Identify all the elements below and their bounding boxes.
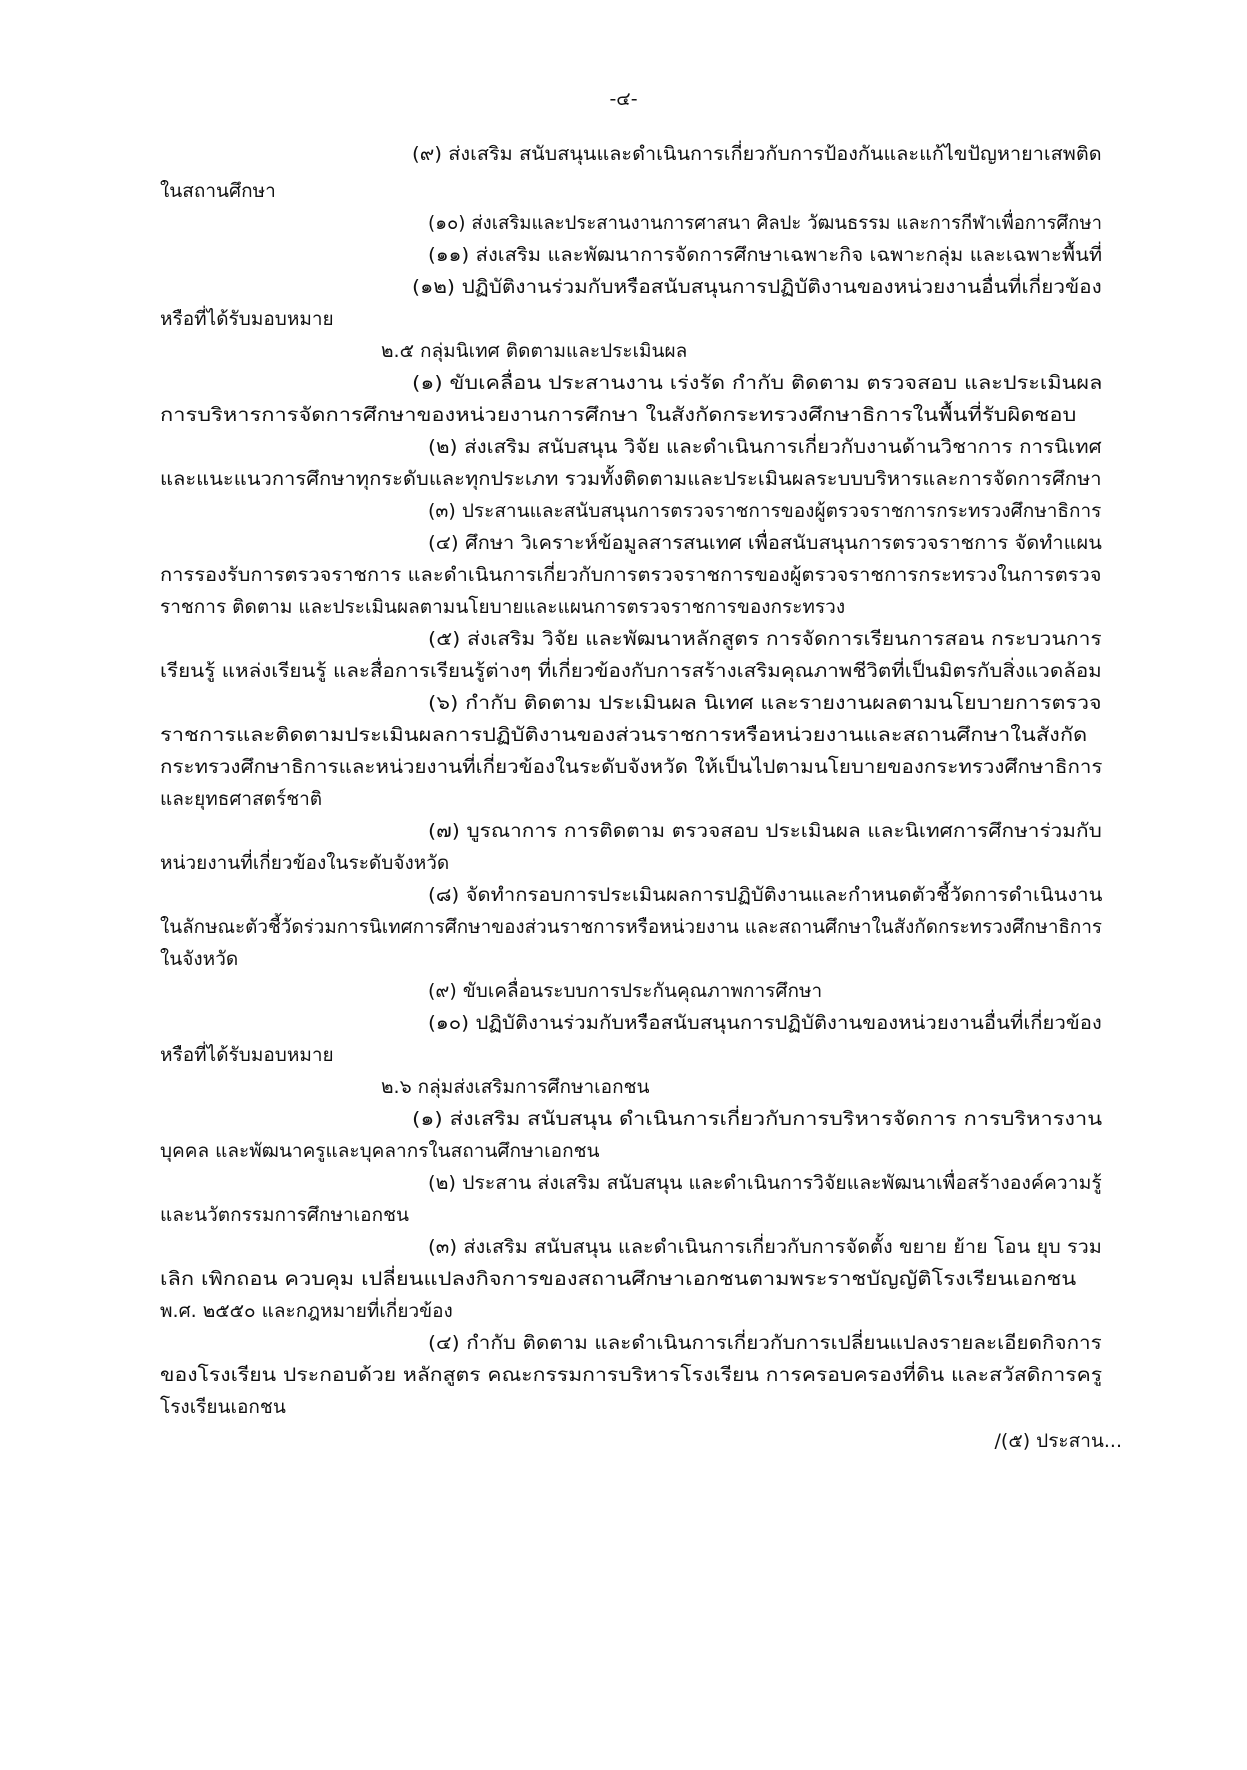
text-line: โรงเรียนเอกชน <box>160 1396 286 1418</box>
text-line: ราชการ ติดตาม และประเมินผลตามนโยบายและแผนการตรวจราชการของกระทรวง <box>160 596 846 618</box>
text-line: และแนะแนวการศึกษาทุกระดับและทุกประเภท รวมทั้งติดตามและประเมินผลระบบบริหารและการจัดการศึกษา <box>160 468 1102 490</box>
text-line: กระทรวงศึกษาธิการและหน่วยงานที่เกี่ยวข้องในระดับจังหวัด ให้เป็นไปตามนโยบายของกระทรวงศึกษาธิการ <box>160 756 1103 778</box>
text-line: (๑๐) ปฏิบัติงานร่วมกับหรือสนับสนุนการปฏิบัติงานของหน่วยงานอื่นที่เกี่ยวข้อง <box>428 1012 1102 1034</box>
text-line: บุคคล และพัฒนาครูและบุคลากรในสถานศึกษาเอกชน <box>160 1140 600 1162</box>
text-line: (๑) ส่งเสริม สนับสนุน ดำเนินการเกี่ยวกับการบริหารจัดการ การบริหารงาน <box>412 1108 1103 1130</box>
text-line: (๒) ประสาน ส่งเสริม สนับสนุน และดำเนินการวิจัยและพัฒนาเพื่อสร้างองค์ความรู้ <box>428 1172 1102 1194</box>
text-line: (๘) จัดทำกรอบการประเมินผลการปฏิบัติงานและกำหนดตัวชี้วัดการดำเนินงาน <box>428 884 1103 906</box>
text-line: (๙) ส่งเสริม สนับสนุนและดำเนินการเกี่ยวกับการป้องกันและแก้ไขปัญหายาเสพติด <box>412 143 1102 165</box>
text-line: (๑๒) ปฏิบัติงานร่วมกับหรือสนับสนุนการปฏิบัติงานของหน่วยงานอื่นที่เกี่ยวข้อง <box>412 276 1102 298</box>
text-line: หรือที่ได้รับมอบหมาย <box>160 308 334 330</box>
text-line: เลิก เพิกถอน ควบคุม เปลี่ยนแปลงกิจการของสถานศึกษาเอกชนตามพระราชบัญญัติโรงเรียนเอกชน <box>160 1268 1077 1290</box>
text-line: (๑๐) ส่งเสริมและประสานงานการศาสนา ศิลปะ วัฒนธรรม และการกีฬาเพื่อการศึกษา <box>428 212 1102 234</box>
text-line: หรือที่ได้รับมอบหมาย <box>160 1044 334 1066</box>
text-line: การรองรับการตรวจราชการ และดำเนินการเกี่ยวกับการตรวจราชการของผู้ตรวจราชการกระทรวงในการตรวจ <box>160 564 1102 586</box>
text-line: หน่วยงานที่เกี่ยวข้องในระดับจังหวัด <box>160 852 450 874</box>
text-line: และนวัตกรรมการศึกษาเอกชน <box>160 1204 409 1226</box>
text-line: (๓) ประสานและสนับสนุนการตรวจราชการของผู้ตรวจราชการกระทรวงศึกษาธิการ <box>428 500 1102 522</box>
text-line: ๒.๕ กลุ่มนิเทศ ติดตามและประเมินผล <box>381 340 688 362</box>
text-line: ๒.๖ กลุ่มส่งเสริมการศึกษาเอกชน <box>381 1076 650 1098</box>
text-line: ในจังหวัด <box>160 948 239 970</box>
text-line: (๖) กำกับ ติดตาม ประเมินผล นิเทศ และรายงานผลตามนโยบายการตรวจ <box>428 692 1102 714</box>
text-line: (๓) ส่งเสริม สนับสนุน และดำเนินการเกี่ยวกับการจัดตั้ง ขยาย ย้าย โอน ยุบ รวม <box>428 1236 1102 1258</box>
text-line: ราชการและติดตามประเมินผลการปฏิบัติงานของส่วนราชการหรือหน่วยงานและสถานศึกษาในสังกัด <box>160 724 1088 746</box>
text-line: ของโรงเรียน ประกอบด้วย หลักสูตร คณะกรรมการบริหารโรงเรียน การครอบครองที่ดิน และสวัสดิการครู <box>160 1364 1103 1386</box>
text-line: การบริหารการจัดการศึกษาของหน่วยงานการศึกษา ในสังกัดกระทรวงศึกษาธิการในพื้นที่รับผิดชอบ <box>160 404 1077 426</box>
text-line: (๕) ส่งเสริม วิจัย และพัฒนาหลักสูตร การจัดการเรียนการสอน กระบวนการ <box>428 628 1102 650</box>
text-line: (๗) บูรณาการ การติดตาม ตรวจสอบ ประเมินผล และนิเทศการศึกษาร่วมกับ <box>428 820 1102 842</box>
text-line: (๔) ศึกษา วิเคราะห์ข้อมูลสารสนเทศ เพื่อสนับสนุนการตรวจราชการ จัดทำแผน <box>428 532 1102 554</box>
text-line: (๑๑) ส่งเสริม และพัฒนาการจัดการศึกษาเฉพาะกิจ เฉพาะกลุ่ม และเฉพาะพื้นที่ <box>428 244 1103 266</box>
page-number: -๔- <box>609 88 638 110</box>
text-line: พ.ศ. ๒๕๕๐ และกฎหมายที่เกี่ยวข้อง <box>160 1300 453 1322</box>
text-line: และยุทธศาสตร์ชาติ <box>160 788 323 810</box>
text-line: เรียนรู้ แหล่งเรียนรู้ และสื่อการเรียนรู้ต่างๆ ที่เกี่ยวข้องกับการสร้างเสริมคุณภาพชีวิตที่เป็นมิตรกับสิ่งแวดล้อม <box>160 660 1102 682</box>
text-line: ในลักษณะตัวชี้วัดร่วมการนิเทศการศึกษาของส่วนราชการหรือหน่วยงาน และสถานศึกษาในสังกัดกระทรวงศึกษาธิการ <box>160 916 1103 938</box>
text-line: (๔) กำกับ ติดตาม และดำเนินการเกี่ยวกับการเปลี่ยนแปลงรายละเอียดกิจการ <box>428 1332 1102 1354</box>
continuation-note: /(๕) ประสาน... <box>994 1430 1122 1452</box>
text-line: (๒) ส่งเสริม สนับสนุน วิจัย และดำเนินการเกี่ยวกับงานด้านวิชาการ การนิเทศ <box>428 436 1102 458</box>
text-line: (๙) ขับเคลื่อนระบบการประกันคุณภาพการศึกษา <box>428 980 823 1002</box>
text-line: (๑) ขับเคลื่อน ประสานงาน เร่งรัด กำกับ ติดตาม ตรวจสอบ และประเมินผล <box>412 372 1103 394</box>
text-line: ในสถานศึกษา <box>160 180 276 202</box>
